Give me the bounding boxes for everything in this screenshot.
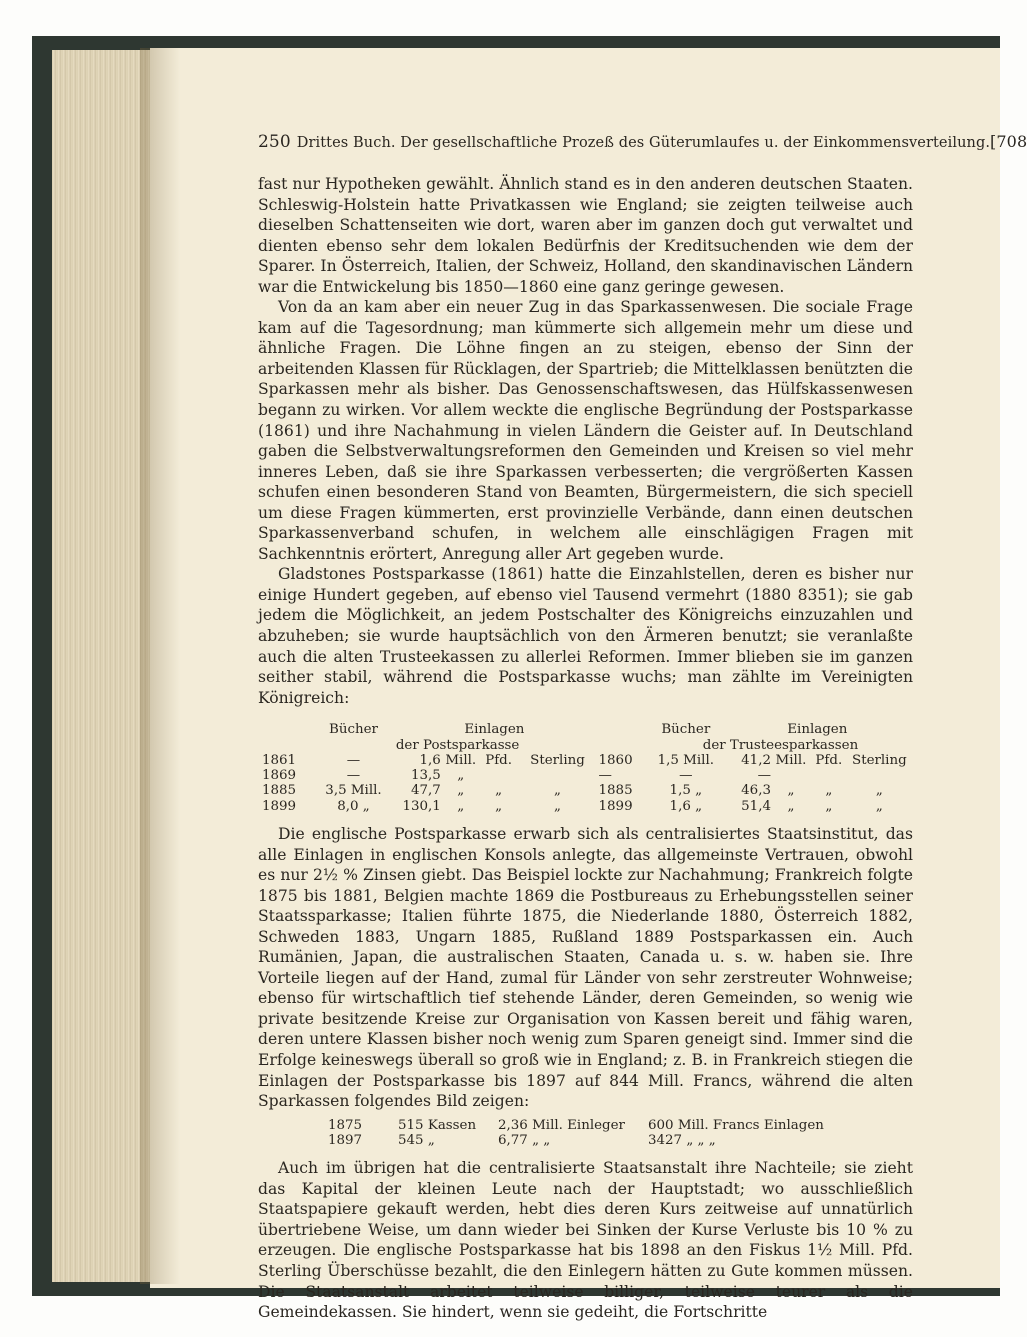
table-cell: 13,5 bbox=[410, 768, 441, 784]
paragraph: Gladstones Postsparkasse (1861) hatte die Einzahlstellen, deren es bisher nur einige Hundert gegeben, auf ebenso viel Tausend vermehrt (1880 8351); sie gab jedem die Möglichkeit, an jedem Postschalter des Königreichs einzuzahlen und abzuheben; sie wurde hauptsächlich von den Ärmeren benutzt; sie veranlaßte auch die alten Trusteekassen zu allerlei Reformen. Immer blieben sie im ganzen seither stabil, während die Postsparkasse wuchs; man zählte im Vereinigten Königreich: bbox=[258, 565, 913, 707]
uk-savings-table bbox=[262, 722, 912, 814]
paragraph: Die englische Postsparkasse erwarb sich als centralisiertes Staatsinstitut, das alle Einlagen in englischen Konsols anlegte, das allgemeinste Vertrauen, obwohl es nur 2½ % Zinsen giebt. Das Beispiel lockte zur Nachahmung; Frankreich folgte 1875 bis 1881, Belgien machte 1869 die Postbureaus zu Erhebungsstellen seiner Staatssparkasse; Italien führte 1875, die Niederlande 1880, Österreich 1882, Schweden 1883, Ungarn 1885, Rußland 1889 Postsparkassen ein. Auch Rumänien, Japan, die australischen Staaten, Canada u. s. w. haben sie. Ihre Vorteile liegen auf der Hand, zumal für Länder von sehr zerstreuter Wohnweise; ebenso für wirtschaftlich tief stehende Länder, deren Gemeinden, so wenig wie private besitzende Kreise zur Organisation von Kassen bereit und fähig waren, deren untere Klassen bisher noch wenig zum Sparen geneigt sind. Immer sind die Erfolge keineswegs überall so groß wie in England; z. B. in Frankreich stiegen die Einlagen der Postsparkasse bis 1897 auf 844 Mill. Francs, während die alten Sparkassen folgendes Bild zeigen: bbox=[258, 825, 913, 1111]
table-cell: „ bbox=[875, 783, 883, 799]
paragraph: Auch im übrigen hat die centralisierte Staatsanstalt ihre Nachteile; sie zieht das Kapital der kleinen Leute nach der Hauptstadt; wo ausschließlich Staatspapiere gekauft werden, hebt dies deren Kurs zeitweise auf unnatürlich übertriebene Weise, um dann wieder bei Sinken der Kurse Verluste bis 10 % zu erzeugen. Die englische Postsparkasse hat bis 1898 an den Fiskus 1½ Mill. Pfd. Sterling Überschüsse bezahlt, die den Einlegern hätten zu Gute kommen müssen. Die Staatsanstalt arbeitet teilweise billiger, teilweise teurer als die Gemeindekassen. Sie hindert, wenn sie gedeiht, die Fortschritte bbox=[258, 1159, 913, 1322]
table-cell: 515 Kassen bbox=[398, 1117, 477, 1133]
table-cell: 2,36 Mill. Einleger bbox=[498, 1117, 625, 1133]
table-cell: „ bbox=[875, 798, 883, 814]
table-cell: „ bbox=[825, 783, 833, 799]
table-cell: 1885 bbox=[598, 783, 633, 799]
table-cell: 6,77 „ „ bbox=[498, 1132, 551, 1148]
table-cell bbox=[481, 768, 517, 783]
table-row bbox=[262, 783, 912, 798]
table-cell: 1899 bbox=[262, 798, 297, 814]
section-mark: [708 bbox=[990, 132, 1027, 151]
table-header-row bbox=[262, 722, 912, 737]
table-cell: 1885 bbox=[262, 783, 297, 799]
table-cell: Pfd. bbox=[485, 752, 512, 768]
paragraph: Von da an kam aber ein neuer Zug in das Sparkassenwesen. Die sociale Frage kam auf die Tagesordnung; man kümmerte sich allgemein mehr um diese und ähnliche Fragen. Die Löhne fingen an zu steigen, ebenso der Sinn der arbeitenden Klassen für Rücklagen, der Spartrieb; die Mittelklassen benützten die Sparkassen mehr als bisher. Das Genossenschaftswesen, das Hülfskassenwesen begann zu wirken. Vor allem weckte die englische Begründung der Postsparkasse (1861) und ihre Nachahmung in vielen Ländern die Geister auf. In Deutschland gaben die Selbstverwaltungsreformen den Gemeinden und Kreisen so viel mehr inneres Leben, daß sie ihre Sparkassen verbesserten; die vergrößerten Kassen schufen einen besonderen Stand von Beamten, Bürgermeistern, die sich speciell um diese Fragen kümmerten, erst provinzielle Verbände, dann einen deutschen Sparkassenverband schufen, in welchem alle einschlägigen Fragen mit Sachkenntnis erörtert, Anregung aller Art gegeben wurde. bbox=[258, 298, 913, 563]
table-cell: 46,3 bbox=[741, 783, 771, 799]
table-cell: „ bbox=[554, 798, 561, 814]
table-row bbox=[328, 1133, 848, 1148]
table-cell: Mill. bbox=[775, 752, 807, 768]
table-cell: — bbox=[346, 752, 361, 768]
table-cell: 600 Mill. Francs Einlagen bbox=[648, 1117, 824, 1133]
column-header: Bücher bbox=[661, 722, 711, 738]
table-cell: 47,7 bbox=[410, 783, 441, 799]
table-row bbox=[262, 799, 912, 814]
table-cell: 1899 bbox=[598, 798, 633, 814]
table-cell: „ bbox=[825, 798, 833, 814]
table-cell: „ bbox=[457, 768, 465, 784]
running-title: Drittes Buch. Der gesellschaftliche Prozeß des Güterumlaufes u. der Einkommensverteilung. bbox=[296, 135, 991, 151]
table-cell: 1860 bbox=[598, 752, 633, 768]
column-subheader: der Trusteesparkassen bbox=[702, 737, 859, 753]
table-cell: Pfd. bbox=[815, 752, 843, 768]
table-row bbox=[262, 753, 912, 768]
table-cell: 1,5 Mill. bbox=[657, 752, 714, 768]
table-cell: — bbox=[598, 768, 612, 784]
gutter-shadow bbox=[140, 48, 180, 1284]
table-subheader-row bbox=[262, 738, 912, 753]
table-cell: — bbox=[679, 768, 693, 784]
column-header: Einlagen bbox=[787, 722, 848, 738]
table-row bbox=[262, 768, 912, 783]
running-header bbox=[258, 132, 1027, 152]
table-cell: 3,5 Mill. bbox=[325, 783, 382, 799]
column-header: Einlagen bbox=[464, 722, 525, 738]
table-cell: 1861 bbox=[262, 752, 297, 768]
column-subheader: der Postsparkasse bbox=[395, 737, 520, 753]
france-savings-table bbox=[328, 1118, 848, 1149]
table-cell: 130,1 bbox=[402, 798, 441, 814]
table-cell: — bbox=[757, 768, 771, 784]
table-cell: „ bbox=[554, 783, 561, 799]
table-cell: 41,2 bbox=[741, 752, 771, 768]
table-cell: „ bbox=[787, 783, 795, 799]
table-cell: „ bbox=[495, 798, 503, 814]
page-number: 250 bbox=[258, 132, 291, 152]
table-cell bbox=[771, 768, 811, 783]
table-cell: 545 „ bbox=[398, 1132, 435, 1148]
table-cell: 1,5 „ bbox=[669, 783, 703, 799]
table-cell bbox=[847, 768, 912, 783]
table-cell bbox=[811, 768, 847, 783]
table-cell: 51,4 bbox=[741, 798, 771, 814]
table-cell: 1,6 „ bbox=[669, 798, 703, 814]
table-cell: Mill. bbox=[445, 752, 477, 768]
table-cell: 1875 bbox=[328, 1117, 363, 1133]
table-cell: 1,6 bbox=[419, 752, 441, 768]
table-cell bbox=[516, 768, 598, 783]
table-row bbox=[328, 1118, 848, 1133]
table-cell: Sterling bbox=[852, 752, 907, 768]
table-cell: „ bbox=[787, 798, 795, 814]
column-header: Bücher bbox=[329, 722, 378, 738]
table-cell: „ bbox=[457, 798, 465, 814]
table-cell: 3427 „ „ „ bbox=[648, 1132, 716, 1148]
table-cell: 1897 bbox=[328, 1132, 363, 1148]
page-content bbox=[258, 132, 1027, 1323]
table-cell: „ bbox=[495, 783, 503, 799]
table-cell: Sterling bbox=[530, 752, 585, 768]
table-cell: „ bbox=[457, 783, 465, 799]
table-cell: 8,0 „ bbox=[337, 798, 370, 814]
table-cell: 1869 bbox=[262, 768, 297, 784]
paragraph: fast nur Hypotheken gewählt. Ähnlich stand es in den anderen deutschen Staaten. Schleswig-Holstein hatte Privatkassen wie England; sie zeigten teilweise auch dieselben Schattenseiten wie dort, waren aber im ganzen doch gut verwaltet und dienten ebenso sehr dem lokalen Bedürfnis der Kreditsuchenden wie dem der Sparer. In Österreich, Italien, der Schweiz, Holland, den skandinavischen Ländern war die Entwickelung bis 1850—1860 eine ganz geringe gewesen. bbox=[258, 175, 913, 296]
table-cell: — bbox=[346, 768, 361, 784]
